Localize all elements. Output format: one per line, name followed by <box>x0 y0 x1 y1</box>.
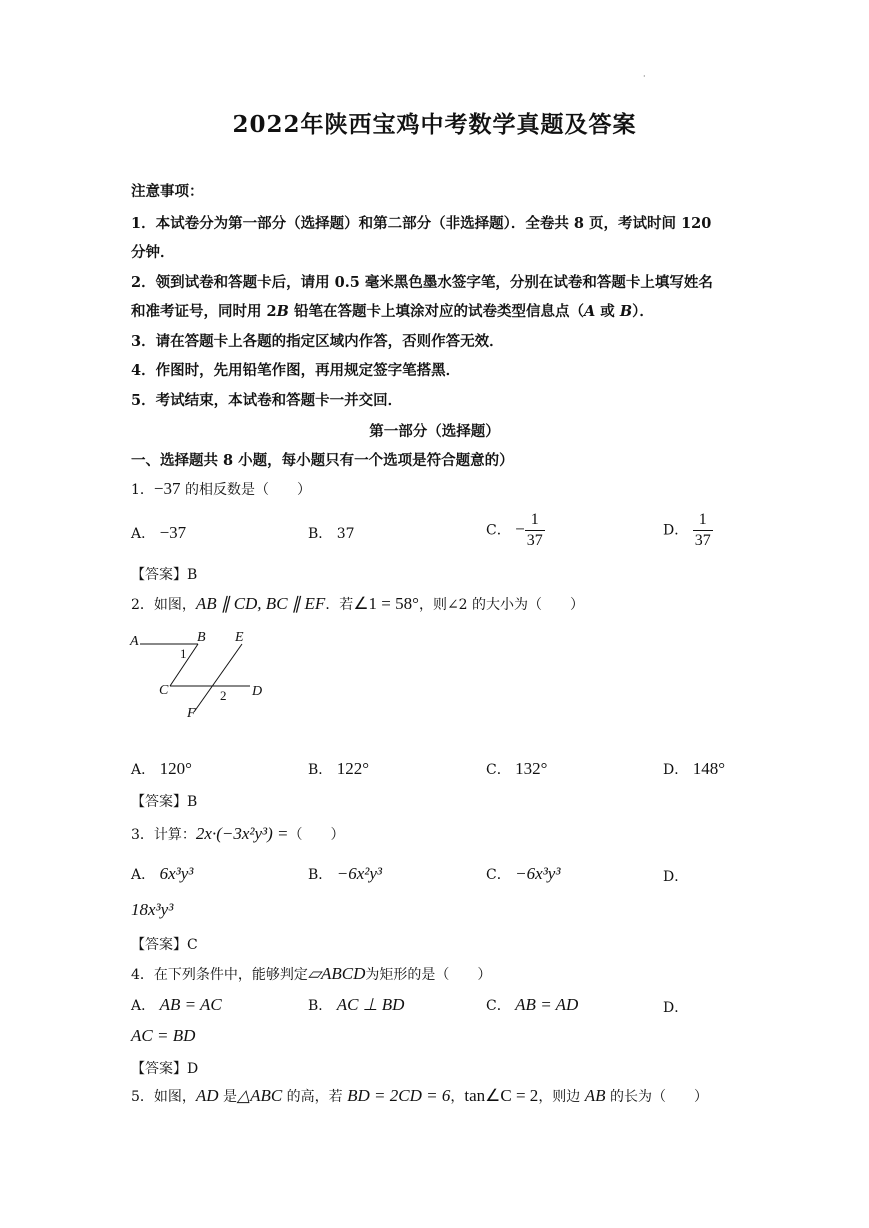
q3-option-a: A． 6x³y³ <box>131 864 194 883</box>
q2-option-d: D． 148° <box>663 759 725 778</box>
label-d: D <box>252 684 263 699</box>
q1-option-b: B． 37 <box>308 526 355 542</box>
notice-item-1a: 1．本试卷分为第一部分（选择题）和第二部分（非选择题）．全卷共 8 页，考试时间 120 <box>131 215 712 232</box>
q4-option-d-value: AC = BD <box>131 1026 196 1045</box>
q2-figure <box>128 626 273 721</box>
q1-option-a: A． −37 <box>131 523 187 542</box>
label-c: C <box>159 683 169 698</box>
header-dot: · <box>643 72 646 81</box>
label-a: A <box>130 634 139 649</box>
question-5: 5．如图，AD 是△ABC 的高，若 BD = 2CD = 6，tan∠C = 2，则边 AB 的长为（ ） <box>131 1086 708 1105</box>
question-1: 1．−37 的相反数是（ ） <box>131 479 311 498</box>
q1-answer: 【答案】B <box>131 567 198 583</box>
q4-option-a: A． AB = AC <box>131 995 222 1014</box>
q1-option-d: D． $\frac{1}{37}$ <box>663 511 711 549</box>
part1-heading: 第一部分（选择题） <box>369 423 500 440</box>
label-angle-1: 1 <box>180 646 187 661</box>
notice-item-5: 5．考试结束，本试卷和答题卡一并交回． <box>131 392 403 409</box>
q2-answer: 【答案】B <box>131 794 198 810</box>
notice-heading: 注意事项： <box>131 183 204 200</box>
notice-item-2b: 和准考证号，同时用 2B 铅笔在答题卡上填涂对应的试卷类型信息点（A 或 B）． <box>131 303 654 320</box>
q3-option-b: B． −6x²y³ <box>308 864 383 883</box>
question-4: 4．在下列条件中，能够判定▱ABCD为矩形的是（ ） <box>131 964 492 983</box>
q2-option-b: B． 122° <box>308 759 370 778</box>
question-3: 3．计算：2x·(−3x²y³) =（ ） <box>131 824 345 843</box>
q3-option-c: C． −6x³y³ <box>486 864 561 883</box>
q3-option-d: D． <box>663 869 689 885</box>
q3-answer: 【答案】C <box>131 937 198 953</box>
label-angle-2: 2 <box>220 688 227 703</box>
label-e: E <box>235 630 244 645</box>
notice-item-4: 4．作图时，先用铅笔作图，再用规定签字笔搭黑． <box>131 362 461 379</box>
notice-item-3: 3．请在答题卡上各题的指定区域内作答，否则作答无效． <box>131 333 504 350</box>
notice-item-1b: 分钟． <box>131 244 175 261</box>
q2-option-a: A． 120° <box>131 759 192 778</box>
q4-option-c: C． AB = AD <box>486 995 579 1014</box>
notice-item-2a: 2．领到试卷和答题卡后，请用 0.5 毫米黑色墨水签字笔，分别在试卷和答题卡上填写姓名 <box>131 274 713 291</box>
question-2: 2．如图，AB ∥ CD, BC ∥ EF．若∠1 = 58°，则∠2 的大小为（ ） <box>131 594 585 613</box>
q4-option-d: D． <box>663 1000 689 1016</box>
page-title: 2022年陕西宝鸡中考数学真题及答案 <box>232 111 637 138</box>
label-f: F <box>187 706 196 721</box>
label-b: B <box>197 630 206 645</box>
q1-option-c: C． − $\frac{1}{37}$ <box>486 511 543 549</box>
q2-option-c: C． 132° <box>486 759 548 778</box>
section1-heading: 一、选择题共 8 小题，每小题只有一个选项是符合题意的） <box>131 452 514 469</box>
q3-option-d-value: 18x³y³ <box>131 900 174 919</box>
q4-answer: 【答案】D <box>131 1061 199 1077</box>
q4-option-b: B． AC ⊥ BD <box>308 995 405 1014</box>
line-ef <box>194 644 242 712</box>
